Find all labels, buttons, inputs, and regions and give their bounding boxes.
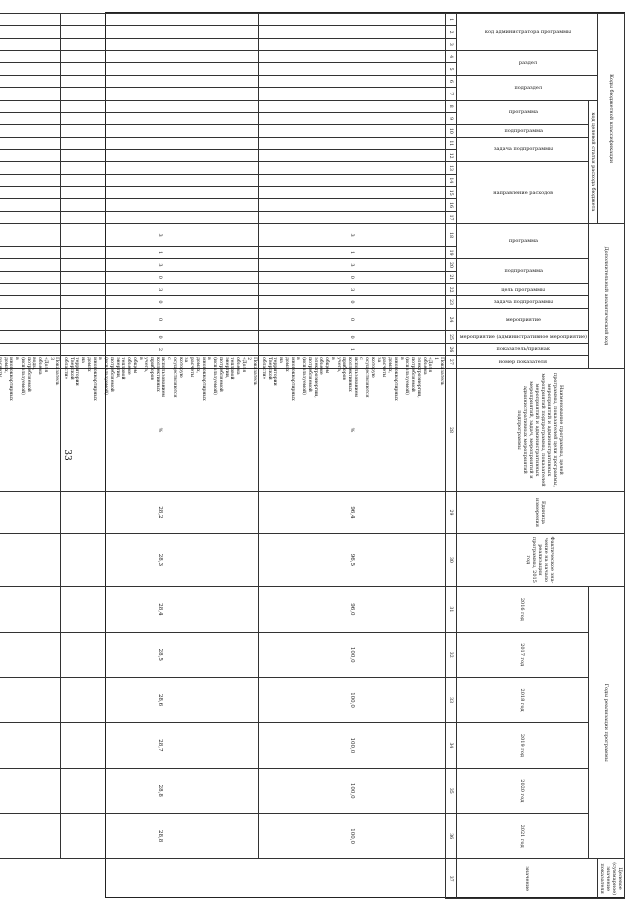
- year-2016-header: 2016 год: [456, 587, 588, 632]
- code-cell: 0: [259, 296, 446, 308]
- dk-program-goal-header: цель программы: [456, 283, 588, 295]
- additional-code-header: Дополнительный аналитический код: [589, 224, 625, 368]
- total-value: 100,0: [259, 813, 446, 858]
- indicator-name: Показатель 1 «Доля объема электроэнергии, потребляемой (используемой) в многоквартирных домах, расчеты за которую осуществляются с использованием коллективных приборов учета, в общем объеме электроэнергии, потребляемой (используемой) в многоквартирных домах на территории Тверской области»: [259, 356, 446, 369]
- admin-code-header: код администратора программы: [456, 14, 597, 51]
- column-index: 27: [445, 356, 456, 369]
- fact-header: Фактическое зна-чение на начало реализации программы, 2015 год: [456, 533, 624, 587]
- dk-subprogram-header: подпрограмма: [456, 259, 588, 284]
- dk-indicator-type-header: показатель/признак: [456, 343, 588, 355]
- year-value: 100,0: [259, 723, 446, 768]
- section-header: раздел: [456, 51, 597, 76]
- task-subprogram-code-header: задача подпрограммы: [456, 137, 588, 162]
- spending-direction-header: направление расходов: [456, 162, 588, 224]
- column-index-row: [445, 14, 456, 899]
- indicator-name: Показатель 3 «Доля объема воды, потребляемой (используемой) в многоквартирных домах,: [0, 356, 61, 369]
- column-index: 10: [445, 125, 456, 137]
- column-index: 20: [445, 259, 456, 271]
- code-cell: 3: [61, 259, 259, 271]
- year-value: [0, 587, 61, 632]
- column-index: 11: [445, 137, 456, 149]
- column-index: 14: [445, 174, 456, 186]
- table-frame: [2, 12, 625, 898]
- column-index: 1: [445, 14, 456, 26]
- column-index: 34: [445, 723, 456, 768]
- total-value: 28,8: [61, 813, 259, 858]
- column-index: 30: [445, 533, 456, 587]
- table-row: [259, 14, 446, 899]
- year-value: [0, 632, 61, 677]
- year-value: 28,3: [61, 533, 259, 587]
- year-value: [0, 768, 61, 813]
- dk-event-admin-header: мероприятие (административное мероприятие): [456, 331, 588, 343]
- code-cell: 3: [259, 283, 446, 295]
- year-value: [0, 723, 61, 768]
- column-index: 26: [445, 343, 456, 355]
- value-header: значение: [456, 859, 597, 899]
- code-cell: [0, 271, 61, 283]
- year-value: 28,4: [61, 587, 259, 632]
- code-cell: 3: [259, 224, 446, 247]
- column-index: 9: [445, 112, 456, 124]
- column-index: 32: [445, 632, 456, 677]
- column-index: 2: [445, 26, 456, 38]
- code-cell: 2: [61, 343, 259, 355]
- code-cell: 3: [259, 259, 446, 271]
- column-index: 21: [445, 271, 456, 283]
- program-code-header: программа: [456, 100, 588, 125]
- year-value: 100,0: [259, 768, 446, 813]
- code-cell: 0: [259, 308, 446, 331]
- year-value: 100,0: [259, 632, 446, 677]
- code-cell: 3: [61, 224, 259, 247]
- code-cell: [0, 331, 61, 343]
- column-index: 37: [445, 859, 456, 899]
- total-header: Целевое (суммарное) значение показателя: [598, 859, 625, 899]
- budget-codes-header: Коды бюджетной классификации: [598, 14, 625, 224]
- year-value: 96,0: [259, 587, 446, 632]
- table-row: [61, 14, 259, 899]
- year-value: 96,5: [259, 533, 446, 587]
- code-cell: [0, 308, 61, 331]
- dk-indicator-no-header: номер показателя: [456, 356, 588, 369]
- subprogram-code-header: подпрограмма: [456, 125, 588, 137]
- column-index: 5: [445, 63, 456, 75]
- code-cell: 0: [61, 296, 259, 308]
- year-value: 100,0: [259, 677, 446, 722]
- target-article-header: код целевой статьи расхода бюджета: [589, 100, 598, 224]
- column-index: 12: [445, 149, 456, 161]
- column-index: 23: [445, 296, 456, 308]
- code-cell: 1: [61, 246, 259, 258]
- column-index: 29: [445, 492, 456, 533]
- code-cell: [0, 259, 61, 271]
- subsection-header: подраздел: [456, 75, 597, 100]
- column-index: 19: [445, 246, 456, 258]
- column-index: 22: [445, 283, 456, 295]
- fact-value: 28,2: [61, 492, 259, 533]
- total-value: [0, 813, 61, 858]
- page-number: 33: [62, 449, 72, 461]
- fact-value: [0, 492, 61, 533]
- code-cell: [0, 224, 61, 247]
- column-index: 13: [445, 162, 456, 174]
- year-value: 28,7: [61, 723, 259, 768]
- code-cell: [0, 246, 61, 258]
- fact-value: 96,4: [259, 492, 446, 533]
- column-index: 7: [445, 88, 456, 100]
- years-header: Годы реализации программы: [589, 587, 625, 859]
- column-index: 25: [445, 331, 456, 343]
- column-index: 35: [445, 768, 456, 813]
- column-index: 15: [445, 187, 456, 199]
- year-2018-header: 2018 год: [456, 677, 588, 722]
- column-index: 18: [445, 224, 456, 247]
- unit-cell: %: [61, 368, 259, 492]
- column-index: 16: [445, 199, 456, 211]
- year-2020-header: 2020 год: [456, 768, 588, 813]
- column-index: 33: [445, 677, 456, 722]
- column-index: 28: [445, 368, 456, 492]
- code-cell: [0, 283, 61, 295]
- code-cell: [0, 296, 61, 308]
- column-index: 17: [445, 211, 456, 223]
- year-value: 28,6: [61, 677, 259, 722]
- column-index: 36: [445, 813, 456, 858]
- dk-program-header: программа: [456, 224, 588, 259]
- column-index: 31: [445, 587, 456, 632]
- year-value: 28,5: [61, 632, 259, 677]
- year-2021-header: 2021 год: [456, 813, 588, 858]
- code-cell: 0: [61, 308, 259, 331]
- column-index: 24: [445, 308, 456, 331]
- column-index: 3: [445, 38, 456, 50]
- table-row: [0, 14, 61, 899]
- year-value: [0, 533, 61, 587]
- code-cell: 0: [61, 331, 259, 343]
- code-cell: [0, 343, 61, 355]
- column-index: 8: [445, 100, 456, 112]
- code-cell: 0: [61, 271, 259, 283]
- dk-event-header: мероприятие: [456, 308, 588, 331]
- indicator-name: Показатель 2 «Доля объема тепловой энергии, потребляемой (используемой) в многоквартирных домах, расчеты за которую осуществляются с использованием коллективных приборов учета, в общем объеме тепловой энергии, потребляемой (используемой) в многоквартирных домах на территории Тверской области»: [61, 356, 259, 369]
- year-value: 28,8: [61, 768, 259, 813]
- code-cell: 1: [259, 343, 446, 355]
- year-value: [0, 677, 61, 722]
- code-cell: 1: [259, 246, 446, 258]
- year-2019-header: 2019 год: [456, 723, 588, 768]
- name-header: Наименование программы, целей программы, показателей цели программы, мероприятий и административных мероприятий подпрограммы, показателей мероприятий и административных мероприятий, задач, мероприятий и административных мероприятий подпрограммы: [456, 368, 624, 492]
- code-cell: 3: [61, 283, 259, 295]
- unit-header: Единица измерения: [456, 492, 624, 533]
- rotated-table-container: [2, 13, 625, 899]
- column-index: 6: [445, 75, 456, 87]
- code-cell: 0: [259, 331, 446, 343]
- column-index: 4: [445, 51, 456, 63]
- code-cell: 0: [259, 271, 446, 283]
- dk-subprogram-task-header: задача подпрограммы: [456, 296, 588, 308]
- unit-cell: %: [259, 368, 446, 492]
- year-2017-header: 2017 год: [456, 632, 588, 677]
- program-indicators-table: [0, 13, 625, 899]
